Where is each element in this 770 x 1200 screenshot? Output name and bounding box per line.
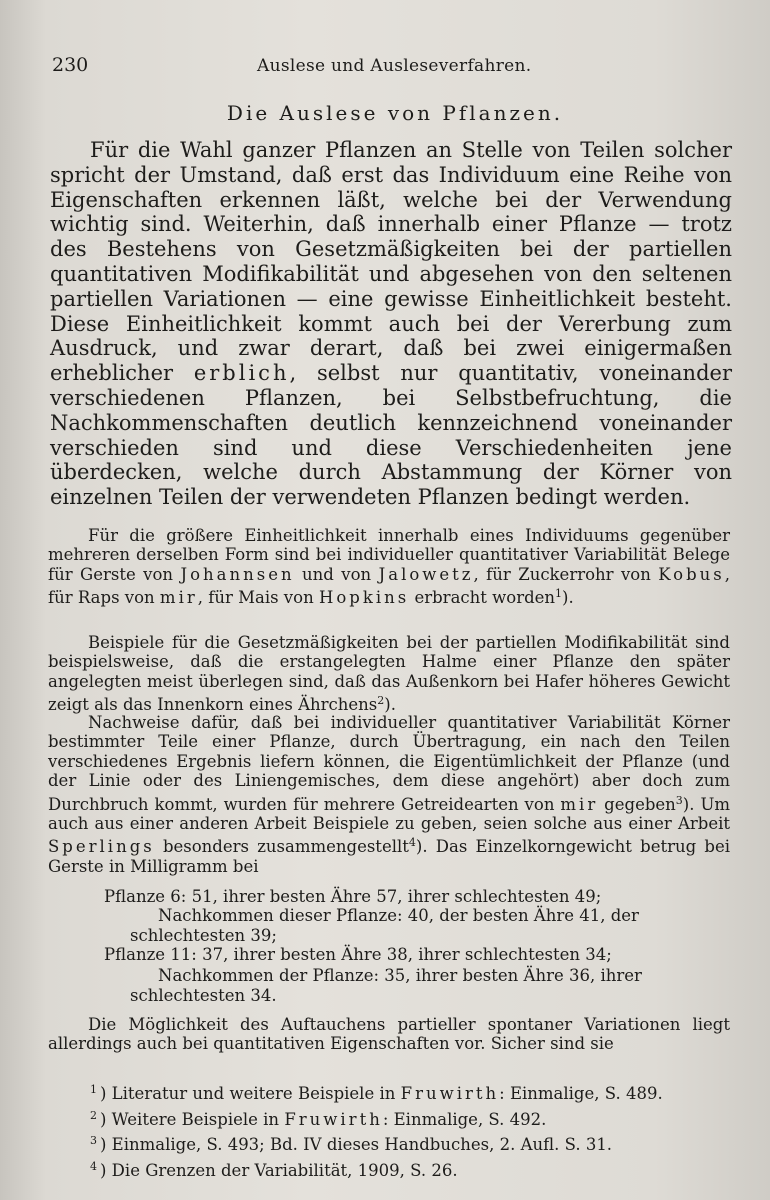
main-emphasis: erblich (193, 361, 290, 386)
text: ). Um auch aus einer anderen Arbeit Beispiele zu geben, seien solche aus einer Arbeit (48, 794, 730, 834)
small-paragraph-1 (48, 526, 730, 608)
author-name: Fruwirth (284, 1109, 383, 1129)
footnote-ref: 3 (675, 793, 683, 807)
text: ) Die Grenzen der Variabilität, 1909, S. 26. (100, 1160, 458, 1180)
small-paragraph-2 (48, 633, 730, 715)
data-line-offspring-11: Nachkommen der Pflanze: 35, ihrer besten Ähre 36, ihrer (158, 966, 642, 985)
author-name: Johannsen (180, 564, 295, 584)
text: ) Weitere Beispiele in (100, 1109, 285, 1129)
text: : Einmalige, S. 489. (499, 1084, 663, 1103)
author-name: Hopkins (318, 588, 410, 608)
text: , für Zuckerrohr von (473, 564, 659, 584)
author-name: Fruwirth (400, 1084, 500, 1103)
author-name: mir (560, 794, 599, 814)
small-paragraph-3 (48, 713, 730, 876)
footnote (90, 1130, 730, 1156)
text: Für die größere Einheitlichkeit innerhalb eines Individuums gegenüber mehreren derselben Form sind bei individueller quantitativer Variabilität Belege für Gerste von (48, 526, 730, 584)
data-line-offspring-6: Nachkommen dieser Pflanze: 40, der besten Ähre 41, der (158, 906, 639, 925)
author-name: Jalowetz (378, 564, 474, 584)
footnote-mark: 1 (90, 1083, 97, 1096)
small-paragraph-4: Die Möglichkeit des Auftauchens partieller spontaner Variationen liegt allerdings auch bei quantitativen Eigenschaften vor. Sicher sind sie (48, 1015, 730, 1054)
data-line-offspring-6-cont: schlechtesten 39; (130, 926, 277, 945)
text: Beispiele für die Gesetzmäßigkeiten bei der partiellen Modifikabilität sind beispielsweise, daß die erstangelegten Halme einer Pflanze den später angelegten meist überlegen sind, daß das Außenkorn bei Hafer höheres Gewicht zeigt als das Innenkorn eines Ährchens (48, 633, 730, 715)
text: Nachweise dafür, daß bei individueller quantitativer Variabilität Körner bestimmter Teile einer Pflanze, durch Übertragung, ein nach den Teilen verschiedenes Ergebnis liefern können, die Eigentümlichkeit der Pflanze (und der Linie oder des Liniengemisches, dem diese angehört) aber doch zum Durchbruch kommt, wurden für mehrere Getreidearten von (48, 713, 730, 814)
text: gegeben (598, 794, 676, 814)
footnotes (90, 1079, 730, 1181)
data-line-plant-11: Pflanze 11: 37, ihrer besten Ähre 38, ihrer schlechtesten 34; (104, 945, 612, 964)
text: , für Raps von (48, 564, 731, 608)
footnote (90, 1156, 730, 1182)
footnote (90, 1105, 730, 1131)
footnote-mark: 4 (90, 1159, 97, 1173)
footnote-ref: 4 (408, 836, 416, 850)
footnote-mark: 2 (90, 1108, 97, 1122)
data-line-offspring-11-cont: schlechtesten 34. (130, 986, 277, 1005)
page-header (52, 54, 730, 82)
main-text-b: , selbst nur quantitativ, voneinander verschiedenen Pflanzen, bei Selbstbefruchtung, die Nachkommenschaften deutlich kennzeichnend voneinander verschieden sind und diese Verschiedenheiten jene überdecken, welche durch Abstammung der Körner von einzelnen Teilen der verwendeten Pflanzen bedingt werden. (50, 361, 732, 510)
text: ). (384, 695, 396, 715)
footnote-ref: 2 (377, 694, 385, 708)
author-name: Kobus (658, 564, 725, 584)
running-title: Auslese und Ausleseverfahren. (257, 56, 532, 76)
text: und von (294, 564, 379, 584)
text: ) Literatur und weitere Beispiele in (100, 1084, 401, 1103)
page-number: 230 (52, 54, 89, 76)
text: ). Das Einzelkorngewicht betrug bei Gerste in Milligramm bei (48, 837, 730, 876)
text: , für Mais von (197, 588, 319, 608)
data-line-plant-6: Pflanze 6: 51, ihrer besten Ähre 57, ihrer schlechtesten 49; (104, 887, 602, 906)
author-name: mir (159, 588, 198, 608)
footnote-ref: 1 (555, 587, 563, 601)
section-title: Die Auslese von Pflanzen. (226, 101, 564, 125)
text: ). (562, 588, 574, 608)
main-text-a: Für die Wahl ganzer Pflanzen an Stelle von Teilen solcher spricht der Umstand, daß erst das Individuum eine Reihe von Eigenschaften erkennen läßt, welche bei der Verwendung wichtig sind. Weiterhin, daß innerhalb einer Pflanze — trotz des Bestehens von Gesetzmäßigkeiten bei der partiellen quantitativen Modifikabilität und abgesehen von den seltenen partiellen Variationen — eine gewisse Einheitlichkeit besteht. Diese Einheitlichkeit kommt auch bei der Vererbung zum Ausdruck, und zwar derart, daß bei zwei einigermaßen erheblicher (50, 138, 732, 386)
text: : Einmalige, S. 492. (382, 1109, 547, 1129)
text: ) Einmalige, S. 493; Bd. IV dieses Handbuches, 2. Aufl. S. 31. (100, 1135, 613, 1154)
author-name: Sperlings (48, 837, 155, 857)
main-paragraph (50, 138, 732, 510)
text: besonders zusammengestellt (154, 837, 409, 857)
footnote-mark: 3 (90, 1134, 97, 1147)
footnote (90, 1079, 730, 1105)
text: erbracht worden (409, 588, 556, 608)
